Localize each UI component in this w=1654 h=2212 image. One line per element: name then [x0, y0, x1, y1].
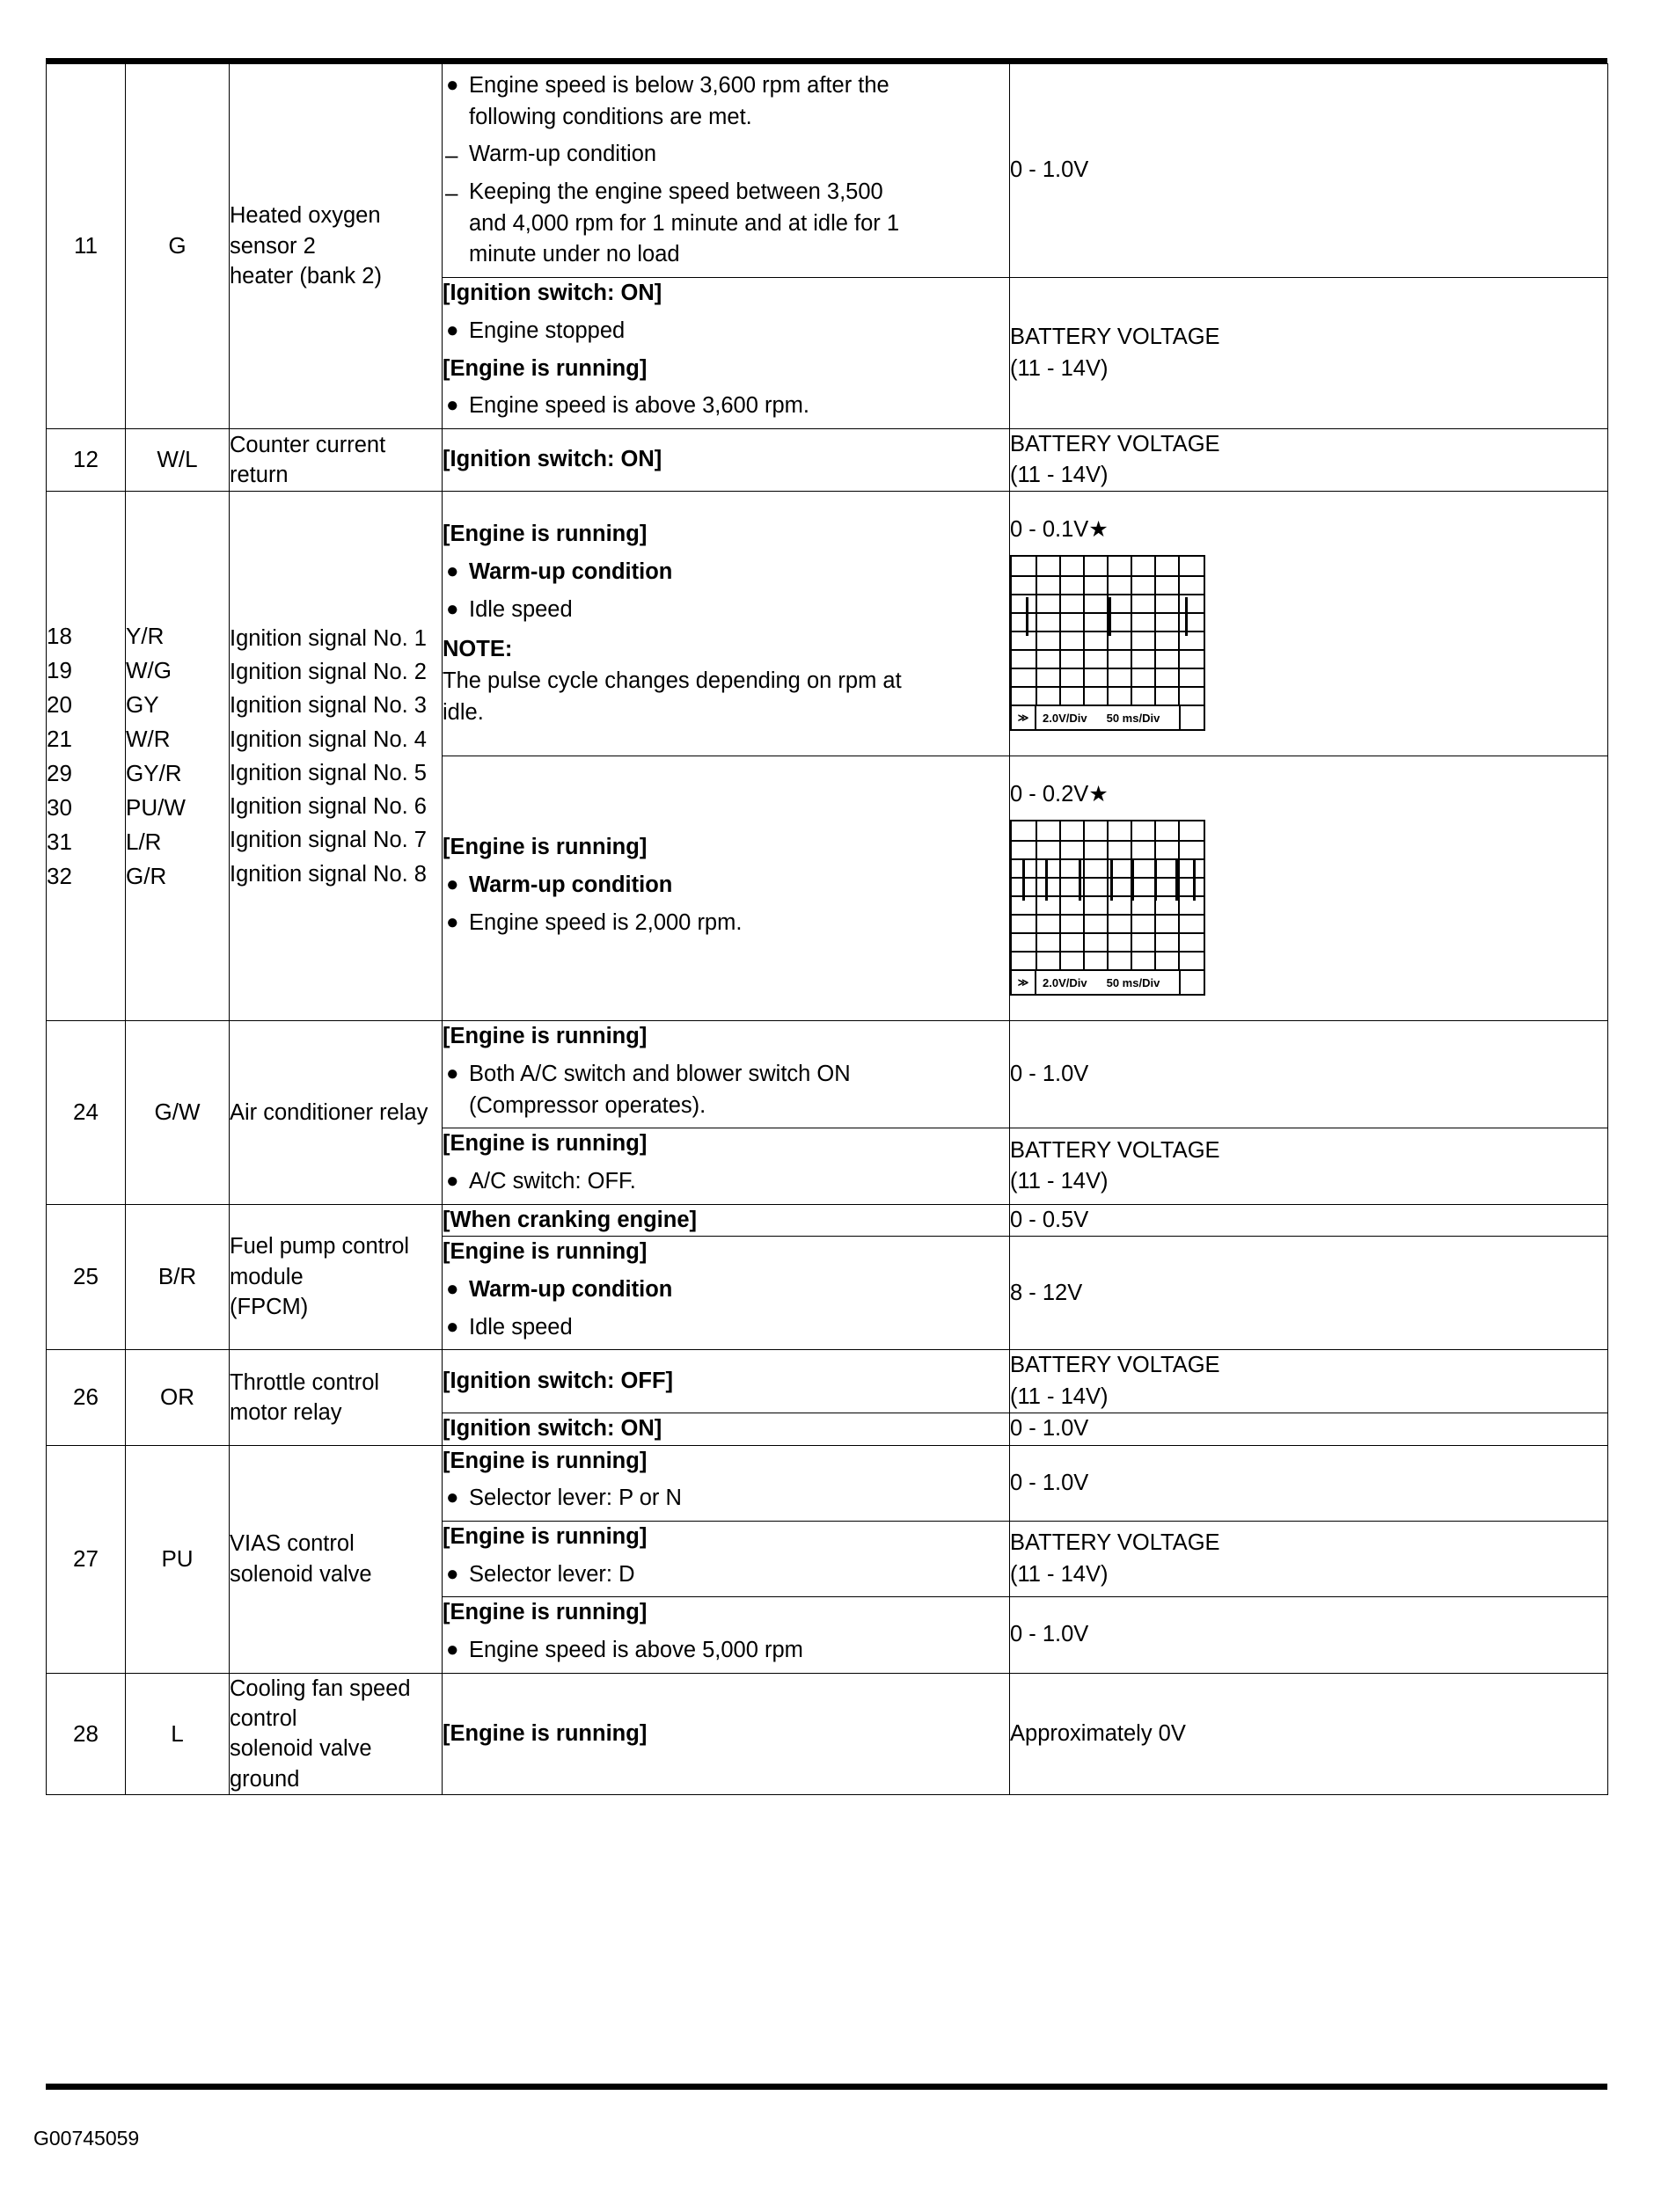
cell-condition: [443, 1597, 1010, 1673]
cell-data-waveform: [1010, 492, 1608, 756]
item-name: Ignition signal No. 3: [230, 693, 427, 719]
data-value: 0 - 1.0V: [1010, 1470, 1089, 1495]
bullet-icon: ●: [446, 318, 459, 342]
data-value-line-2: (11 - 14V): [1010, 1169, 1109, 1194]
time-per-div-label: 50 ms/Div: [1106, 711, 1160, 725]
cell-wire-color: B/R: [126, 1204, 230, 1350]
cell-data-value: [1010, 1673, 1608, 1795]
table-row: [47, 1350, 1608, 1413]
item-line-2: (FPCM): [230, 1295, 309, 1320]
data-value-line-1: BATTERY VOLTAGE: [1010, 1530, 1220, 1556]
item-line-2: heater (bank 2): [230, 264, 382, 289]
cell-data-value: [1010, 64, 1608, 278]
condition-bullet: [443, 316, 1009, 347]
condition-list: [443, 870, 1009, 938]
note-header: NOTE:: [443, 637, 513, 662]
condition-header: [Ignition switch: ON]: [443, 281, 662, 306]
table-row: [47, 1445, 1608, 1521]
cell-data-value: [1010, 1350, 1608, 1413]
data-value-line-1: BATTERY VOLTAGE: [1010, 431, 1220, 456]
cell-data-value: [1010, 1413, 1608, 1445]
cell-wire-color-list: [126, 492, 230, 1021]
volts-per-div-label: 2.0V/Div: [1043, 975, 1087, 989]
item-name: Ignition signal No. 2: [230, 660, 427, 684]
cell-condition: [443, 428, 1010, 491]
cell-terminal-number: 27: [47, 1445, 126, 1673]
condition-header: [Engine is running]: [443, 1131, 648, 1157]
oscilloscope-waveform-2: [1010, 820, 1205, 996]
wire-color: G/R: [126, 862, 167, 889]
time-per-div-label: 50 ms/Div: [1106, 975, 1160, 989]
data-value-line-2: (11 - 14V): [1010, 463, 1109, 488]
cell-data-value: [1010, 278, 1608, 429]
cell-condition: [443, 64, 1010, 278]
cell-item-name: Air conditioner relay: [230, 1021, 443, 1204]
bullet-icon: ●: [446, 1486, 459, 1510]
item-name: Ignition signal No. 1: [230, 625, 427, 651]
condition-line: Engine speed is below 3,600 rpm after the: [469, 73, 889, 98]
trigger-icon: ≫: [1012, 971, 1036, 994]
data-value-line-2: (11 - 14V): [1010, 1383, 1109, 1409]
terminal-number: 29: [47, 759, 72, 786]
cell-item-name: [230, 1673, 443, 1795]
waveform-pulse: [1131, 860, 1134, 901]
cell-wire-color: G/W: [126, 1021, 230, 1204]
cell-condition: [443, 1350, 1010, 1413]
cell-wire-color: W/L: [126, 428, 230, 491]
condition-header: [Engine is running]: [443, 1720, 648, 1746]
table-row: [47, 64, 1608, 278]
condition-bullet: [443, 1166, 1009, 1198]
condition-line: Warm-up condition: [469, 558, 673, 584]
volts-per-div-label: 2.0V/Div: [1043, 711, 1087, 725]
condition-line: Warm-up condition: [469, 142, 657, 167]
condition-dash-item: [443, 177, 1009, 271]
terminal-number: 30: [47, 793, 72, 821]
data-value: Approximately 0V: [1010, 1720, 1186, 1746]
condition-bullet: [443, 1312, 1009, 1344]
waveform-pulse: [1026, 597, 1028, 636]
condition-line: Selector lever: P or N: [469, 1486, 682, 1511]
condition-header: [When cranking engine]: [443, 1207, 698, 1232]
condition-bullet: [443, 1635, 1009, 1667]
cell-data-value: [1010, 1445, 1608, 1521]
condition-header: [Ignition switch: ON]: [443, 1415, 662, 1441]
item-line-1: Cooling fan speed control: [230, 1675, 411, 1732]
condition-line: Idle speed: [469, 596, 573, 622]
waveform-pulse: [1045, 860, 1048, 901]
condition-line: A/C switch: OFF.: [469, 1169, 636, 1194]
condition-line: Engine stopped: [469, 318, 626, 343]
item-line-1: Heated oxygen sensor 2: [230, 203, 381, 259]
condition-header: [Engine is running]: [443, 1239, 648, 1265]
bullet-icon: ●: [446, 393, 459, 418]
condition-list: [443, 557, 1009, 625]
table-row: [47, 428, 1608, 491]
condition-header: [Engine is running]: [443, 1523, 648, 1549]
condition-list: [443, 1059, 1009, 1121]
cell-terminal-number-list: [47, 492, 126, 1021]
cell-condition: [443, 1673, 1010, 1795]
scope-grid: [1012, 821, 1204, 969]
cell-data-value: [1010, 1204, 1608, 1237]
data-value: 0 - 1.0V: [1010, 157, 1089, 183]
wire-color: W/R: [126, 725, 171, 752]
bullet-icon: ●: [446, 73, 459, 97]
waveform-pulse: [1175, 860, 1178, 901]
condition-bullet: [443, 870, 1009, 902]
condition-line: Keeping the engine speed between 3,500: [469, 179, 883, 205]
condition-bullet: [443, 391, 1009, 422]
condition-list: [443, 316, 1009, 347]
data-value-line-2: (11 - 14V): [1010, 1561, 1109, 1587]
condition-line: Idle speed: [469, 1314, 573, 1340]
cell-wire-color: OR: [126, 1350, 230, 1445]
cell-terminal-number: 12: [47, 428, 126, 491]
trigger-icon: ≫: [1012, 706, 1036, 729]
star-icon: ★: [1088, 782, 1109, 807]
condition-list: [443, 1166, 1009, 1198]
voltage-range: 0 - 0.2V: [1010, 782, 1089, 807]
condition-line: Both A/C switch and blower switch ON: [469, 1061, 851, 1086]
condition-header: [Engine is running]: [443, 1448, 648, 1473]
item-name: Ignition signal No. 7: [230, 828, 427, 853]
waveform-value-label: [1010, 516, 1607, 543]
scope-grid: [1012, 557, 1204, 704]
condition-header: [Engine is running]: [443, 1024, 648, 1049]
cell-condition: [443, 756, 1010, 1021]
item-name: Ignition signal No. 4: [230, 726, 427, 752]
condition-header: [Engine is running]: [443, 1600, 648, 1625]
condition-bullet: [443, 1559, 1009, 1591]
cell-terminal-number: 26: [47, 1350, 126, 1445]
condition-list: [443, 1483, 1009, 1515]
scope-corner-box: [1179, 706, 1204, 729]
waveform-pulse: [1193, 860, 1196, 901]
cell-condition: [443, 1204, 1010, 1237]
waveform-pulse: [1110, 860, 1113, 901]
bullet-icon: ●: [446, 1637, 459, 1661]
condition-header: [Engine is running]: [443, 835, 648, 860]
cell-item-name: Counter current return: [230, 428, 443, 491]
terminal-number: 32: [47, 862, 72, 889]
condition-header: [Ignition switch: ON]: [443, 447, 662, 472]
bullet-icon: ●: [446, 909, 459, 934]
table-bottom-rule: [46, 2084, 1607, 2090]
condition-bullet: [443, 595, 1009, 626]
cell-terminal-number: 25: [47, 1204, 126, 1350]
data-value: 8 - 12V: [1010, 1280, 1083, 1305]
bullet-icon: ●: [446, 1561, 459, 1586]
star-icon: ★: [1088, 517, 1109, 543]
ecm-terminal-table: [46, 63, 1608, 1795]
condition-bullet: [443, 1483, 1009, 1515]
condition-line: Warm-up condition: [469, 872, 673, 897]
condition-header: [Engine is running]: [443, 355, 648, 381]
condition-list: [443, 1274, 1009, 1343]
bullet-icon: ●: [446, 1169, 459, 1193]
terminal-number: 19: [47, 656, 72, 683]
data-value: 0 - 1.0V: [1010, 1622, 1089, 1647]
condition-line: Engine speed is above 5,000 rpm: [469, 1637, 803, 1662]
condition-list: [443, 391, 1009, 422]
scope-settings-bar: [1012, 969, 1204, 994]
bullet-icon: ●: [446, 872, 459, 896]
condition-list: [443, 1559, 1009, 1591]
cell-item-name: Throttle control motor relay: [230, 1350, 443, 1445]
cell-data-value: [1010, 1521, 1608, 1596]
table-row: [47, 1673, 1608, 1795]
cell-condition: [443, 1445, 1010, 1521]
condition-line: following conditions are met.: [469, 104, 752, 129]
document-code: G00745059: [33, 2127, 140, 2150]
cell-condition: [443, 1021, 1010, 1128]
condition-header: [Engine is running]: [443, 522, 648, 547]
condition-bullet: [443, 1059, 1009, 1121]
cell-wire-color: L: [126, 1673, 230, 1795]
waveform-value-label: [1010, 781, 1607, 807]
cell-data-waveform: [1010, 756, 1608, 1021]
scope-corner-box: [1179, 971, 1204, 994]
note-body: [443, 666, 1009, 728]
condition-list: [443, 1635, 1009, 1667]
condition-line: minute under no load: [469, 242, 680, 267]
table-row: [47, 1021, 1608, 1128]
cell-item-name: [230, 64, 443, 429]
cell-condition: [443, 492, 1010, 756]
cell-condition: [443, 278, 1010, 429]
cell-condition: [443, 1128, 1010, 1204]
cell-condition: [443, 1521, 1010, 1596]
bullet-icon: ●: [446, 1061, 459, 1085]
oscilloscope-waveform-1: [1010, 555, 1205, 731]
item-line-2: solenoid valve ground: [230, 1736, 372, 1792]
condition-line: Engine speed is above 3,600 rpm.: [469, 393, 810, 419]
condition-line: and 4,000 rpm for 1 minute and at idle for 1: [469, 210, 900, 236]
cell-data-value: [1010, 1128, 1608, 1204]
cell-item-name-list: [230, 492, 443, 1021]
data-value-line-1: BATTERY VOLTAGE: [1010, 1353, 1220, 1378]
dash-icon: –: [445, 142, 458, 169]
terminal-number: 18: [47, 622, 72, 649]
condition-bullet: [443, 908, 1009, 939]
cell-item-name: VIAS control solenoid valve: [230, 1445, 443, 1673]
cell-wire-color: G: [126, 64, 230, 429]
cell-data-value: [1010, 428, 1608, 491]
condition-bullet: [443, 70, 1009, 133]
condition-line: (Compressor operates).: [469, 1092, 706, 1118]
terminal-number: 21: [47, 725, 72, 752]
wire-color: L/R: [126, 828, 162, 855]
bullet-icon: ●: [446, 558, 459, 583]
condition-dash-item: [443, 139, 1009, 171]
data-value-line-1: BATTERY VOLTAGE: [1010, 1137, 1220, 1163]
bullet-icon: ●: [446, 1277, 459, 1302]
table-row: [47, 492, 1608, 756]
cell-data-value: [1010, 1237, 1608, 1350]
data-value: 0 - 1.0V: [1010, 1062, 1089, 1087]
wire-color: W/G: [126, 656, 172, 683]
cell-data-value: [1010, 1597, 1608, 1673]
condition-line: Warm-up condition: [469, 1277, 673, 1303]
table-row: [47, 1204, 1608, 1237]
condition-line: Selector lever: D: [469, 1561, 635, 1587]
note-line: The pulse cycle changes depending on rpm at: [443, 668, 902, 693]
item-name: Ignition signal No. 5: [230, 760, 427, 785]
wire-color: GY/R: [126, 759, 182, 786]
waveform-pulse: [1109, 597, 1111, 636]
data-value: 0 - 1.0V: [1010, 1416, 1089, 1442]
cell-terminal-number: 28: [47, 1673, 126, 1795]
terminal-number: 31: [47, 828, 72, 855]
waveform-pulse: [1079, 860, 1081, 901]
cell-condition: [443, 1413, 1010, 1445]
wire-color: PU/W: [126, 793, 186, 821]
cell-condition: [443, 1237, 1010, 1350]
condition-line: Engine speed is 2,000 rpm.: [469, 909, 743, 935]
wire-color: GY: [126, 690, 159, 718]
waveform-pulse: [1154, 860, 1157, 901]
cell-terminal-number: 24: [47, 1021, 126, 1204]
note-line: idle.: [443, 699, 484, 725]
item-name: Ignition signal No. 8: [230, 861, 427, 887]
condition-list: [443, 70, 1009, 271]
bullet-icon: ●: [446, 1314, 459, 1339]
condition-bullet: [443, 1274, 1009, 1306]
waveform-pulse: [1185, 597, 1188, 636]
cell-wire-color: PU: [126, 1445, 230, 1673]
scope-settings-bar: [1012, 704, 1204, 729]
condition-header: [Ignition switch: OFF]: [443, 1368, 674, 1393]
voltage-range: 0 - 0.1V: [1010, 517, 1089, 543]
data-value: 0 - 0.5V: [1010, 1207, 1089, 1232]
cell-item-name: [230, 1204, 443, 1350]
terminal-number: 20: [47, 690, 72, 718]
waveform-pulse: [1022, 860, 1025, 901]
bullet-icon: ●: [446, 596, 459, 621]
item-line-1: Fuel pump control module: [230, 1234, 410, 1289]
condition-bullet: [443, 557, 1009, 588]
cell-data-value: [1010, 1021, 1608, 1128]
data-value-line-2: (11 - 14V): [1010, 355, 1109, 381]
cell-terminal-number: 11: [47, 64, 126, 429]
wire-color: Y/R: [126, 622, 165, 649]
data-value-line-1: BATTERY VOLTAGE: [1010, 325, 1220, 350]
dash-icon: –: [445, 179, 458, 207]
item-name: Ignition signal No. 6: [230, 794, 427, 819]
